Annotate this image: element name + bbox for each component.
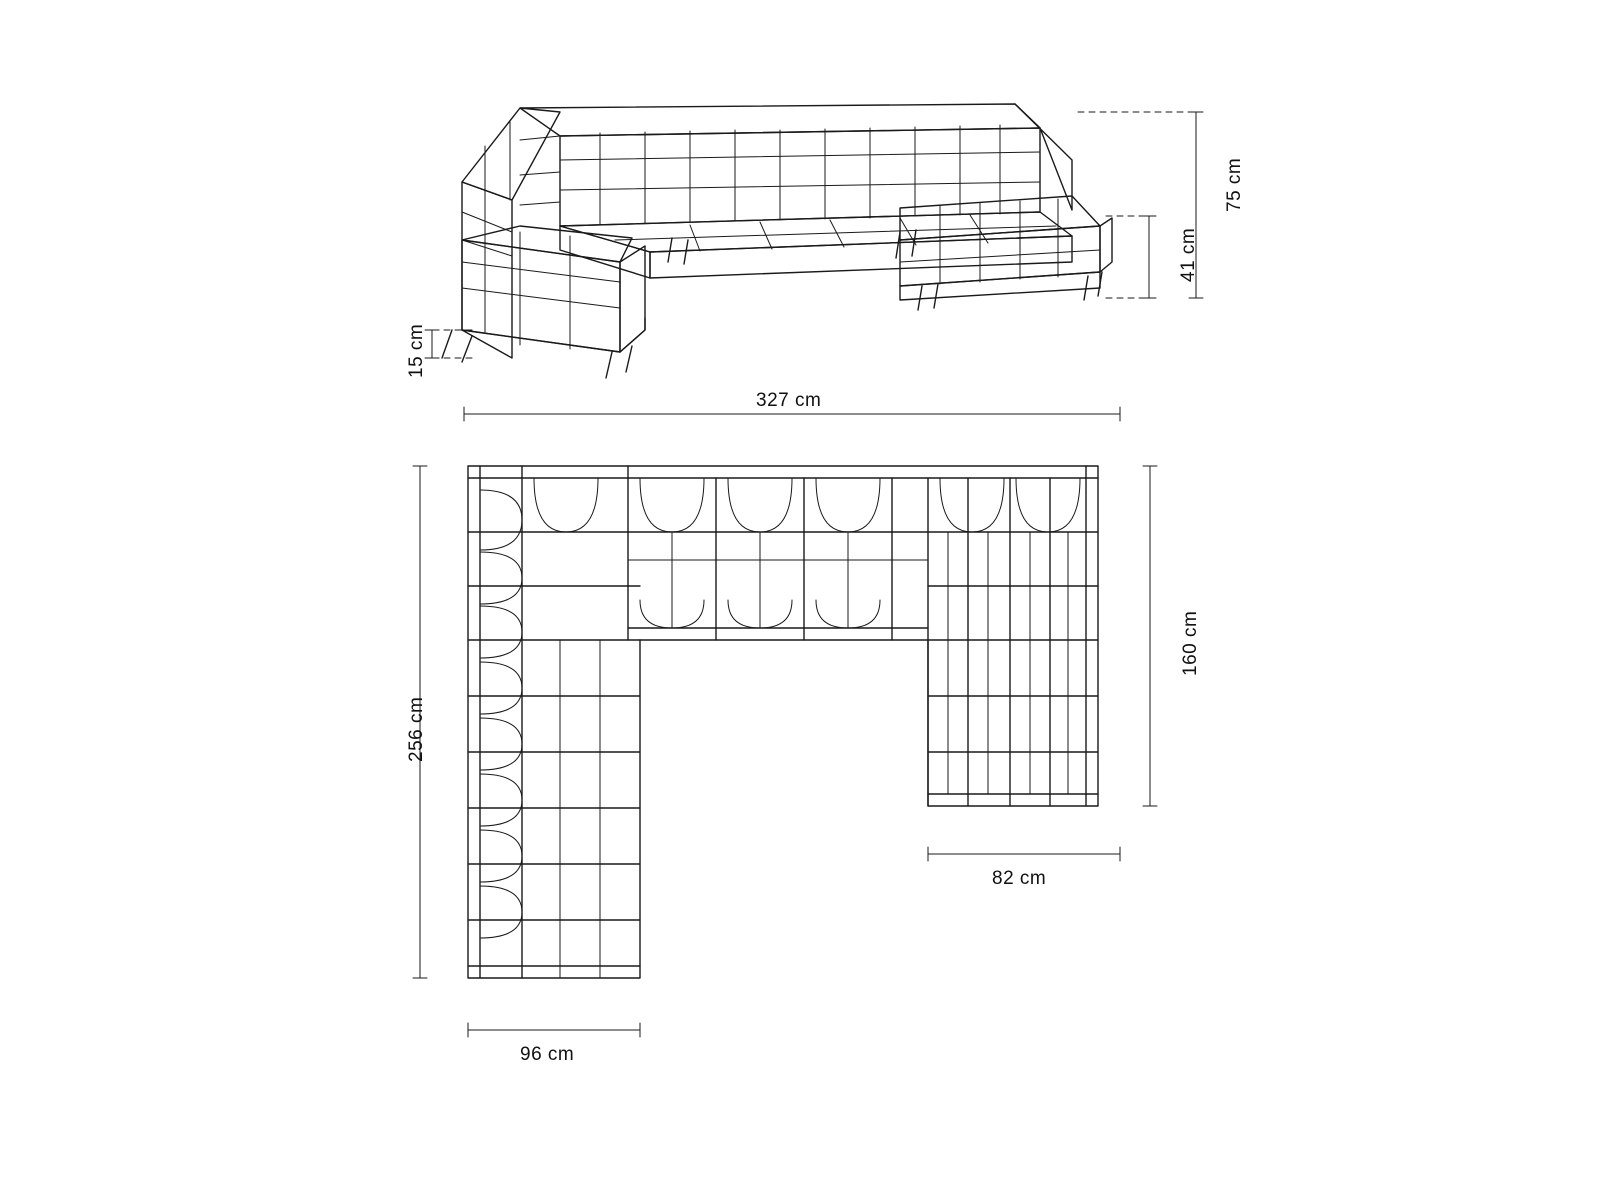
dim-label-chaise-width: 82 cm bbox=[992, 868, 1047, 889]
dim-chaise-depth bbox=[1143, 466, 1157, 806]
dim-label-leg-height: 15 cm bbox=[406, 323, 427, 378]
dim-chaise-width bbox=[928, 847, 1120, 861]
perspective-sofa bbox=[442, 104, 1112, 378]
dim-label-total-width: 327 cm bbox=[756, 390, 822, 411]
top-view-sofa bbox=[468, 466, 1098, 978]
dim-label-total-height: 75 cm bbox=[1224, 157, 1245, 212]
dim-label-chaise-depth: 160 cm bbox=[1180, 610, 1201, 676]
dim-label-total-depth: 256 cm bbox=[406, 696, 427, 762]
dim-label-arm-depth: 96 cm bbox=[520, 1044, 575, 1065]
dim-label-seat-height: 41 cm bbox=[1178, 227, 1199, 282]
dim-arm-depth bbox=[468, 1023, 640, 1037]
dim-seat-height bbox=[1106, 216, 1156, 298]
